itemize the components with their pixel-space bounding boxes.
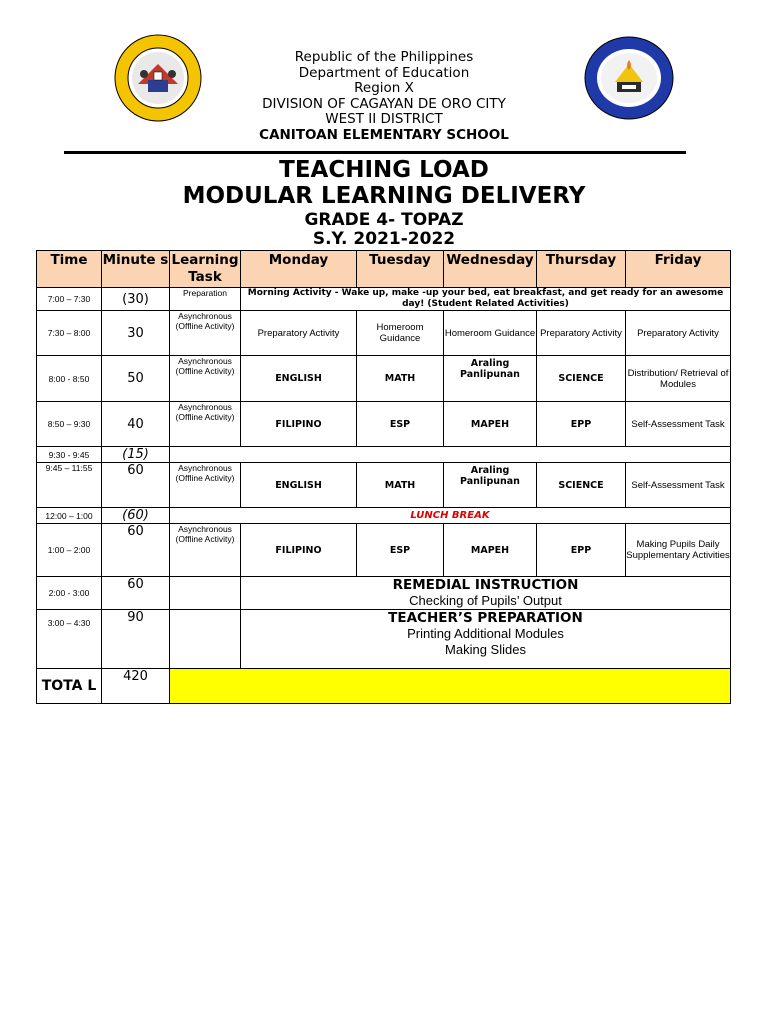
preparation-cell — [241, 610, 731, 669]
total-label: TOTA L — [37, 669, 102, 704]
monday-cell: ENGLISH — [241, 356, 357, 402]
monday-cell: FILIPINO — [241, 402, 357, 447]
total-row — [37, 669, 731, 704]
preparation-detail: Printing Additional Modules — [407, 626, 564, 641]
monday-cell: FILIPINO — [241, 524, 357, 577]
school-year: S.Y. 2021-2022 — [312, 229, 456, 249]
friday-cell: Self-Assessment Task — [626, 402, 731, 447]
wednesday-cell: MAPEH — [444, 402, 537, 447]
wednesday-cell: MAPEH — [444, 524, 537, 577]
minutes-cell: 60 — [102, 577, 170, 610]
table-row — [37, 447, 731, 463]
table-row — [37, 288, 731, 311]
morning-activity-cell: Morning Activity - Wake up, make -up your bed, eat breakfast, and get ready for an awesome day! (Student Related Activities) — [241, 288, 731, 311]
table-row — [37, 356, 731, 402]
task-cell — [170, 577, 241, 610]
time-cell: 7:00 – 7:30 — [37, 288, 102, 311]
header-divider — [64, 151, 686, 154]
minutes-cell: 60 — [102, 524, 170, 577]
thursday-cell: SCIENCE — [537, 356, 626, 402]
total-highlight — [170, 669, 731, 704]
time-cell: 9:45 – 11:55 — [37, 463, 102, 508]
col-friday: Friday — [626, 251, 731, 288]
lunch-break-cell: LUNCH BREAK — [170, 508, 731, 524]
minutes-cell: 60 — [102, 463, 170, 508]
tuesday-cell: Homeroom Guidance — [357, 311, 444, 356]
task-cell — [170, 610, 241, 669]
header-row — [37, 251, 731, 288]
header-line: Republic of the Philippines — [294, 49, 474, 65]
thursday-cell: SCIENCE — [537, 463, 626, 508]
task-cell: Asynchronous (Offline Activity) — [170, 524, 241, 577]
wednesday-cell: Araling Panlipunan — [444, 356, 537, 402]
time-cell: 12:00 – 1:00 — [37, 508, 102, 524]
table-row — [37, 610, 731, 669]
col-tuesday: Tuesday — [357, 251, 444, 288]
minutes-cell: 40 — [102, 402, 170, 447]
tuesday-cell: ESP — [357, 402, 444, 447]
preparation-heading: TEACHER’S PREPARATION — [388, 610, 583, 626]
time-cell: 1:00 – 2:00 — [37, 524, 102, 577]
col-wednesday: Wednesday — [444, 251, 537, 288]
task-cell: Asynchronous (Offline Activity) — [170, 463, 241, 508]
table-row — [37, 463, 731, 508]
canitoan-school-seal-logo — [584, 36, 674, 120]
header-line: Department of Education — [298, 64, 470, 81]
minutes-cell: (15) — [102, 447, 170, 463]
friday-cell: Preparatory Activity — [626, 311, 731, 356]
school-name: CANITOAN ELEMENTARY SCHOOL — [259, 126, 509, 143]
tuesday-cell: MATH — [357, 463, 444, 508]
recess-cell — [170, 447, 731, 463]
minutes-cell: 30 — [102, 311, 170, 356]
table-row — [37, 577, 731, 610]
tuesday-cell: ESP — [357, 524, 444, 577]
table-row — [37, 311, 731, 356]
remedial-cell — [241, 577, 731, 610]
preparation-detail: Making Slides — [445, 642, 526, 657]
agency-header-text — [200, 50, 568, 143]
table-row — [37, 402, 731, 447]
remedial-heading: REMEDIAL INSTRUCTION — [392, 577, 579, 593]
task-cell: Asynchronous (Offline Activity) — [170, 402, 241, 447]
wednesday-cell: Araling Panlipunan — [444, 463, 537, 508]
time-cell: 9:30 - 9:45 — [37, 447, 102, 463]
friday-cell: Distribution/ Retrieval of Modules — [626, 356, 731, 402]
teaching-load-table — [36, 250, 731, 704]
grade-section: GRADE 4- TOPAZ — [304, 210, 464, 230]
header-line: DIVISION OF CAGAYAN DE ORO CITY — [262, 95, 506, 112]
header-line: Region X — [354, 80, 414, 96]
wednesday-cell: Homeroom Guidance — [444, 311, 537, 356]
time-cell: 2:00 - 3:00 — [37, 577, 102, 610]
table-row — [37, 508, 731, 524]
time-cell: 3:00 – 4:30 — [37, 610, 102, 669]
total-minutes: 420 — [102, 669, 170, 704]
minutes-cell: (60) — [102, 508, 170, 524]
thursday-cell: Preparatory Activity — [537, 311, 626, 356]
time-cell: 7:30 – 8:00 — [37, 311, 102, 356]
remedial-detail: Checking of Pupils’ Output — [409, 593, 562, 608]
task-cell: Preparation — [170, 288, 241, 311]
document-title: TEACHING LOAD — [279, 157, 489, 183]
document-header — [0, 0, 768, 160]
col-thursday: Thursday — [537, 251, 626, 288]
col-monday: Monday — [241, 251, 357, 288]
document-subtitle: MODULAR LEARNING DELIVERY — [182, 183, 586, 209]
task-cell: Asynchronous (Offline Activity) — [170, 311, 241, 356]
header-line: WEST II DISTRICT — [325, 111, 443, 127]
task-cell: Asynchronous (Offline Activity) — [170, 356, 241, 402]
monday-cell: ENGLISH — [241, 463, 357, 508]
col-minutes: Minute s — [102, 251, 170, 288]
col-learning-task: Learning Task — [170, 251, 241, 288]
table-row — [37, 524, 731, 577]
deped-seal-logo — [114, 34, 202, 122]
minutes-cell: (30) — [102, 288, 170, 311]
col-time: Time — [37, 251, 102, 288]
minutes-cell: 90 — [102, 610, 170, 669]
monday-cell: Preparatory Activity — [241, 311, 357, 356]
thursday-cell: EPP — [537, 402, 626, 447]
friday-cell: Self-Assessment Task — [626, 463, 731, 508]
minutes-cell: 50 — [102, 356, 170, 402]
tuesday-cell: MATH — [357, 356, 444, 402]
friday-cell: Making Pupils Daily Supplementary Activities — [626, 524, 731, 577]
time-cell: 8:50 – 9:30 — [37, 402, 102, 447]
time-cell: 8:00 - 8:50 — [37, 356, 102, 402]
thursday-cell: EPP — [537, 524, 626, 577]
